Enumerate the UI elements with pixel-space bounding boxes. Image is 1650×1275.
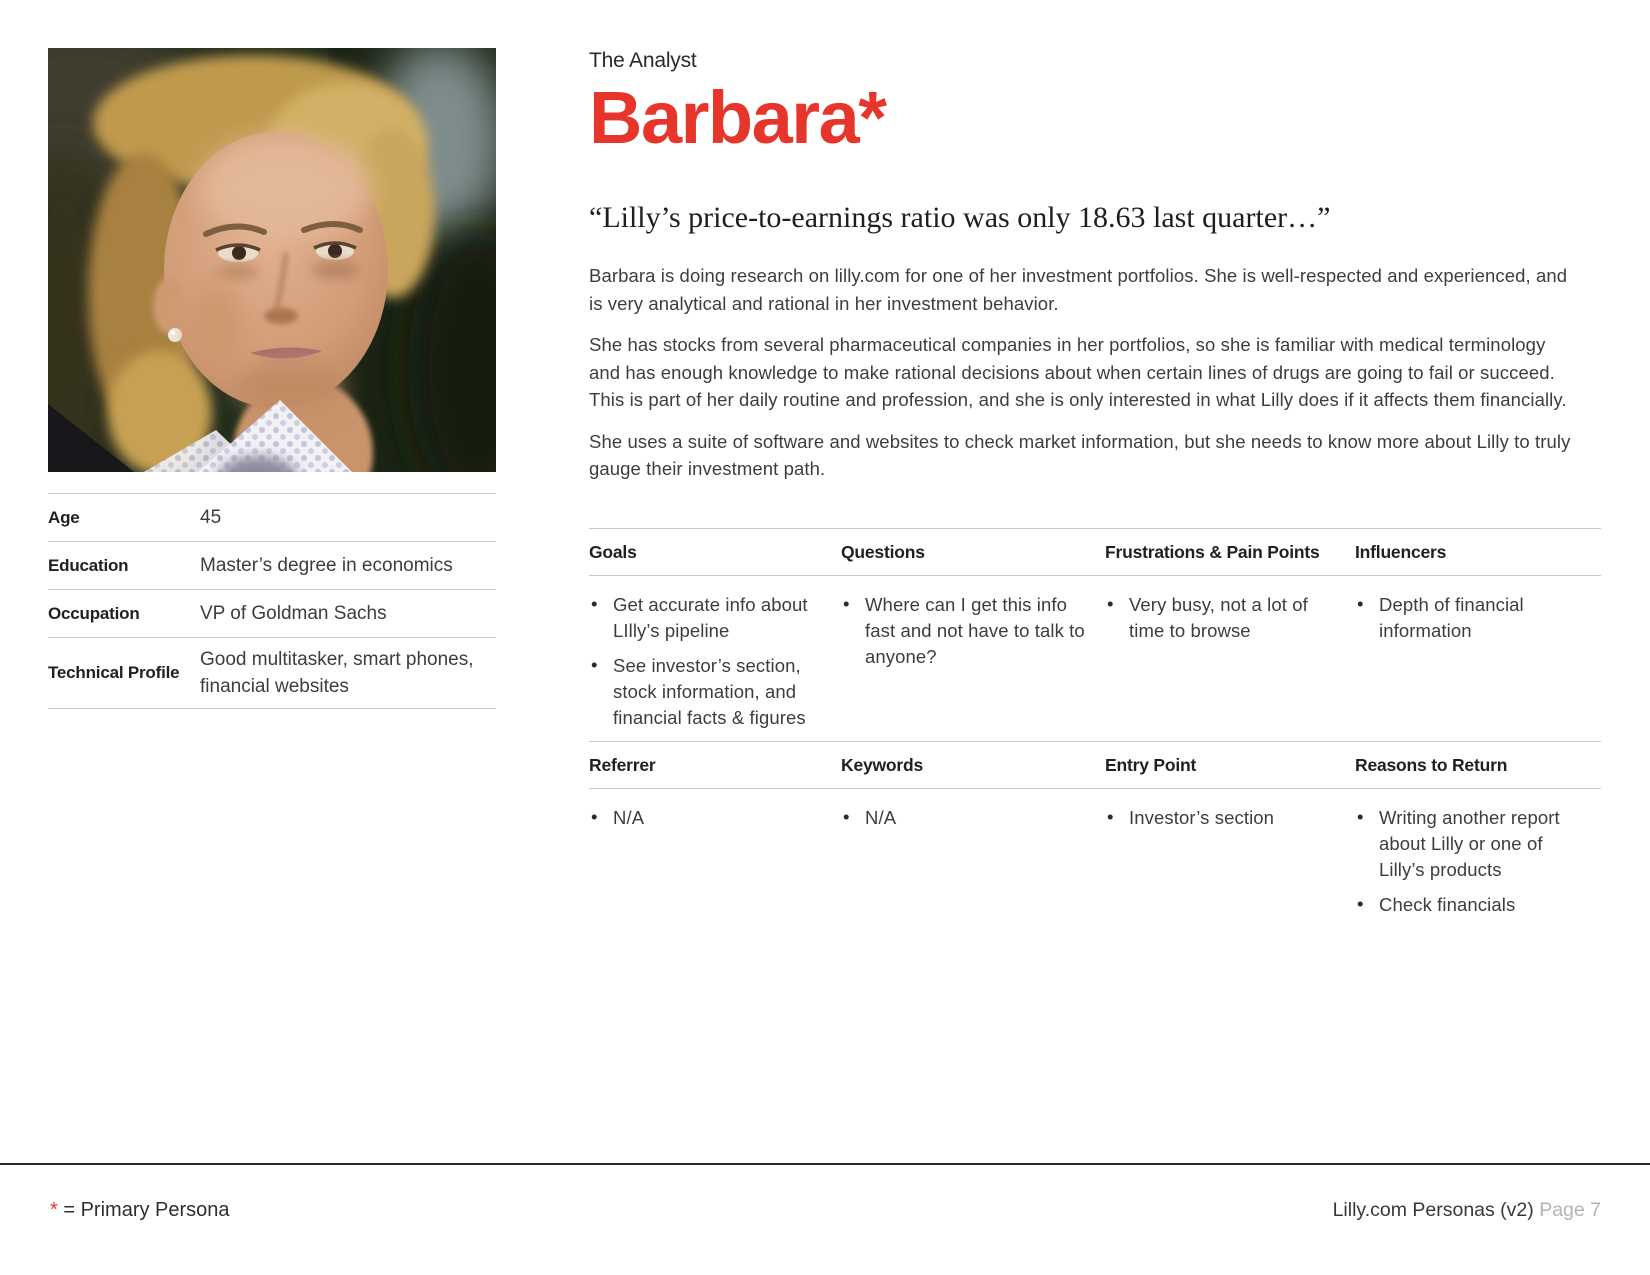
persona-description (589, 262, 1579, 483)
list-item-text: Where can I get this info fast and not have to talk to anyone? (865, 594, 1085, 667)
list-item (841, 805, 1087, 831)
referrer-cell (589, 805, 841, 927)
persona-summary (589, 48, 1601, 497)
keywords-cell (841, 805, 1105, 927)
entry-point-cell (1105, 805, 1355, 927)
list-item-text: Writing another report about Lilly or one of Lilly’s products (1379, 807, 1560, 880)
heading-questions: Questions (841, 541, 925, 562)
attr-value: 45 (200, 507, 222, 528)
list-item-text: See investor’s section, stock information, and financial facts & figures (613, 655, 806, 728)
description-paragraph: She uses a suite of software and websites to check market information, but she needs to know more about Lilly to truly gauge their investment path. (589, 430, 1571, 479)
footer-divider (0, 1163, 1650, 1165)
bullet-icon: • (843, 593, 850, 614)
footer-legend (50, 1197, 230, 1223)
list-item-text: N/A (865, 807, 897, 828)
list-item-text: Get accurate info about LIlly’s pipeline (613, 594, 808, 641)
attr-label: Technical Profile (48, 663, 180, 682)
list-item-text: Depth of financial information (1379, 594, 1524, 641)
portrait-illustration (48, 48, 496, 472)
grid-headers (589, 529, 1601, 576)
list-item (1355, 592, 1583, 644)
list-item (1105, 592, 1337, 644)
heading-keywords: Keywords (841, 754, 924, 775)
list-item (1105, 805, 1337, 831)
bullet-icon: • (1357, 593, 1364, 614)
persona-grid-row-1 (589, 528, 1601, 740)
grid-body (589, 789, 1601, 927)
attr-row-education (48, 541, 496, 589)
heading-frustrations: Frustrations & Pain Points (1105, 541, 1320, 562)
attr-label: Occupation (48, 603, 140, 623)
attr-label: Education (48, 555, 129, 575)
bullet-icon: • (591, 806, 598, 827)
attr-row-age (48, 493, 496, 541)
bullet-icon: • (1357, 806, 1364, 827)
bullet-icon: • (1357, 893, 1364, 914)
description-paragraph: She has stocks from several pharmaceutical companies in her portfolios, so she is familiar with medical terminology and has enough knowledge to make rational decisions about when certain lines of drugs are going to fail or succeed. This is part of her daily routine and profession, and she is only interested in what Lilly does if it affects them financially. (589, 334, 1567, 410)
list-item-text: Investor’s section (1129, 807, 1275, 828)
list-item-text: Very busy, not a lot of time to browse (1129, 594, 1308, 641)
persona-quote: “Lilly’s price-to-earnings ratio was only 18.63 last quarter…” (589, 201, 1331, 234)
list-item-text: Check financials (1379, 894, 1516, 915)
bullet-icon: • (1107, 593, 1114, 614)
list-item (1355, 805, 1583, 883)
attr-value: VP of Goldman Sachs (200, 603, 387, 624)
heading-referrer: Referrer (589, 754, 656, 775)
list-item (589, 653, 823, 731)
attr-row-occupation (48, 589, 496, 637)
bullet-icon: • (591, 654, 598, 675)
attr-label: Age (48, 507, 80, 527)
footer-pagination (1333, 1198, 1601, 1223)
description-paragraph: Barbara is doing research on lilly.com for one of her investment portfolios. She is well-respected and experienced, and is very analytical and rational in her investment behavior. (589, 265, 1568, 314)
list-item (589, 592, 823, 644)
heading-influencers: Influencers (1355, 541, 1447, 562)
bullet-icon: • (843, 806, 850, 827)
persona-grid-row-2 (589, 741, 1601, 927)
attribute-table (48, 493, 496, 709)
persona-role: The Analyst (589, 49, 697, 72)
bullet-icon: • (591, 593, 598, 614)
grid-headers (589, 742, 1601, 789)
list-item-text: N/A (613, 807, 645, 828)
persona-name: Barbara* (589, 76, 886, 159)
frustrations-cell (1105, 592, 1355, 740)
persona-photo (48, 48, 496, 472)
bullet-icon: • (1107, 806, 1114, 827)
influencers-cell (1355, 592, 1601, 740)
attr-row-technical-profile (48, 637, 496, 709)
list-item (589, 805, 823, 831)
attr-value: Good multitasker, smart phones, financial websites (200, 649, 474, 697)
goals-cell (589, 592, 841, 740)
document-title: Lilly.com Personas (v2) (1332, 1199, 1534, 1221)
primary-persona-asterisk: * (50, 1199, 58, 1221)
grid-body (589, 576, 1601, 740)
heading-reasons-to-return: Reasons to Return (1355, 754, 1508, 775)
attr-value: Master’s degree in economics (200, 555, 453, 576)
questions-cell (841, 592, 1105, 740)
heading-goals: Goals (589, 541, 637, 562)
page-number: Page 7 (1539, 1199, 1601, 1221)
list-item (841, 592, 1087, 670)
footer-legend-text: = Primary Persona (63, 1199, 230, 1221)
list-item (1355, 892, 1583, 918)
reasons-to-return-cell (1355, 805, 1601, 927)
heading-entry-point: Entry Point (1105, 754, 1197, 775)
